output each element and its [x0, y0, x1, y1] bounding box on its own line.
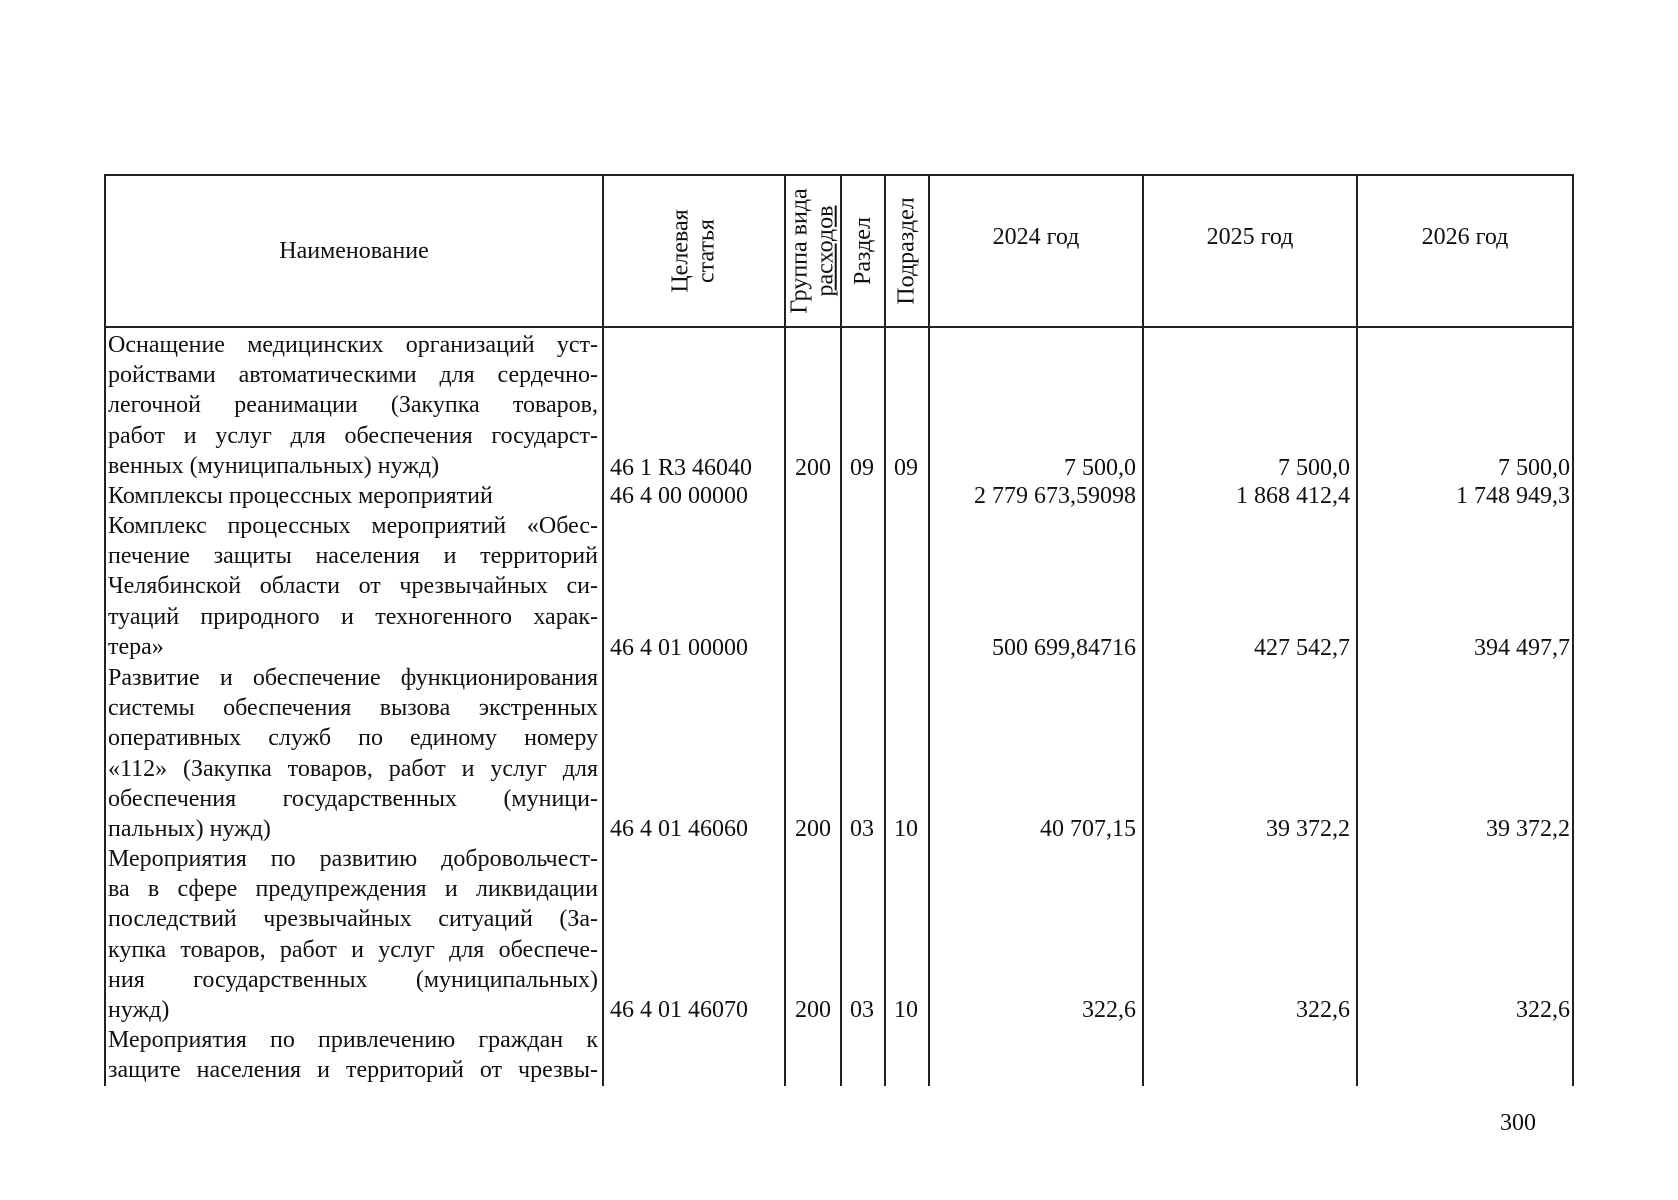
row-name-line: печение защиты населения и территорий [108, 543, 598, 570]
row-name-line: ва в сфере предупреждения и ликвидации [108, 876, 598, 903]
row-value-2024: 322,6 [1082, 997, 1136, 1023]
row-value-2025: 427 542,7 [1254, 635, 1350, 661]
row-name-line: оперативных служб по единому номеру [108, 725, 598, 752]
row-value-2026: 1 748 949,3 [1456, 483, 1570, 509]
table-row-name [108, 330, 598, 481]
row-group: 200 [795, 997, 831, 1023]
header-2024 [930, 176, 1142, 326]
row-subsection: 09 [894, 455, 918, 481]
header-expense-group-line1: Группа вида [787, 188, 813, 314]
table-row-name [108, 663, 598, 844]
row-code: 46 1 R3 46040 [610, 455, 753, 481]
row-code: 46 4 01 00000 [610, 635, 748, 661]
header-bottom-border [104, 326, 1574, 328]
row-name-line: тера» [108, 633, 164, 660]
row-value-2026: 322,6 [1516, 997, 1570, 1023]
row-name-line: пальных) нужд) [108, 815, 271, 842]
header-target-article-line1: Целевая [667, 209, 694, 293]
row-name-line: Мероприятия по развитию добровольчест- [108, 846, 598, 872]
row-name-line: Комплексы процессных мероприятий [108, 483, 493, 509]
table-row-name [108, 1025, 598, 1085]
header-name [106, 176, 602, 326]
row-name-line: Мероприятия по привлечению граждан к [108, 1027, 598, 1053]
row-name-line: обеспечения государственных (муници- [108, 785, 598, 812]
header-expense-group [786, 176, 840, 326]
row-name-line: ния государственных (муниципальных) [108, 966, 598, 993]
table-row-name [108, 844, 598, 1025]
row-group: 200 [795, 455, 831, 481]
row-value-2025: 322,6 [1296, 997, 1350, 1023]
row-name-line: Оснащение медицинских организаций уст- [108, 332, 598, 358]
header-2025-text: 2025 год [1206, 224, 1294, 250]
header-name-text: Наименование [279, 238, 429, 264]
row-name-line: Развитие и обеспечение функционирования [108, 665, 598, 691]
row-name-line: работ и услуг для обеспечения государст- [108, 422, 598, 449]
row-subsection: 10 [894, 816, 918, 842]
header-section [842, 176, 884, 326]
row-value-2025: 39 372,2 [1266, 816, 1350, 842]
row-code: 46 4 01 46070 [610, 997, 748, 1023]
table-row-name [108, 481, 598, 511]
row-value-2024: 500 699,84716 [992, 635, 1136, 661]
row-name-line: защите населения и территорий от чрезвы- [108, 1057, 598, 1084]
row-value-2025: 7 500,0 [1278, 455, 1350, 481]
header-target-article [604, 176, 784, 326]
row-code: 46 4 01 46060 [610, 816, 748, 842]
row-value-2026: 394 497,7 [1474, 635, 1570, 661]
header-2026 [1358, 176, 1572, 326]
page-number: 300 [1500, 1110, 1536, 1136]
row-value-2026: 7 500,0 [1498, 455, 1570, 481]
header-target-article-line2: статья [693, 219, 720, 283]
row-code: 46 4 00 00000 [610, 483, 748, 509]
row-section: 03 [850, 997, 874, 1023]
row-value-2024: 40 707,15 [1040, 816, 1136, 842]
header-expense-group-text [787, 188, 839, 313]
table-row-name [108, 511, 598, 662]
row-name-line: Комплекс процессных мероприятий «Обес- [108, 513, 598, 539]
row-name-line: купка товаров, работ и услуг для обеспече- [108, 936, 598, 963]
row-name-line: «112» (Закупка товаров, работ и услуг для [108, 755, 598, 782]
row-section: 09 [850, 455, 874, 481]
row-name-line: системы обеспечения вызова экстренных [108, 695, 598, 722]
row-subsection: 10 [894, 997, 918, 1023]
row-group: 200 [795, 816, 831, 842]
row-name-line: последствий чрезвычайных ситуаций (За- [108, 906, 598, 933]
header-subsection [886, 176, 928, 326]
row-value-2026: 39 372,2 [1486, 816, 1570, 842]
row-value-2025: 1 868 412,4 [1236, 483, 1350, 509]
row-name-line: легочной реанимации (Закупка товаров, [108, 392, 598, 419]
row-name-line: нужд) [108, 996, 170, 1023]
header-expense-group-line2: расходов [813, 205, 839, 297]
row-name-line: венных (муниципальных) нужд) [108, 452, 440, 479]
row-name-line: Челябинской области от чрезвычайных си- [108, 573, 598, 600]
header-2025 [1144, 176, 1356, 326]
col-border-right [1572, 174, 1574, 1086]
row-name-line: ройствами автоматическими для сердечно- [108, 362, 598, 389]
header-subsection-text: Подраздел [894, 197, 921, 305]
header-2024-text: 2024 год [992, 224, 1080, 250]
header-2026-text: 2026 год [1421, 224, 1509, 250]
row-value-2024: 2 779 673,59098 [974, 483, 1136, 509]
header-target-article-text [668, 209, 720, 292]
row-value-2024: 7 500,0 [1064, 455, 1136, 481]
row-name-line: туаций природного и техногенного харак- [108, 603, 598, 630]
budget-table [104, 174, 1574, 1086]
header-section-text: Раздел [850, 217, 877, 285]
row-section: 03 [850, 816, 874, 842]
